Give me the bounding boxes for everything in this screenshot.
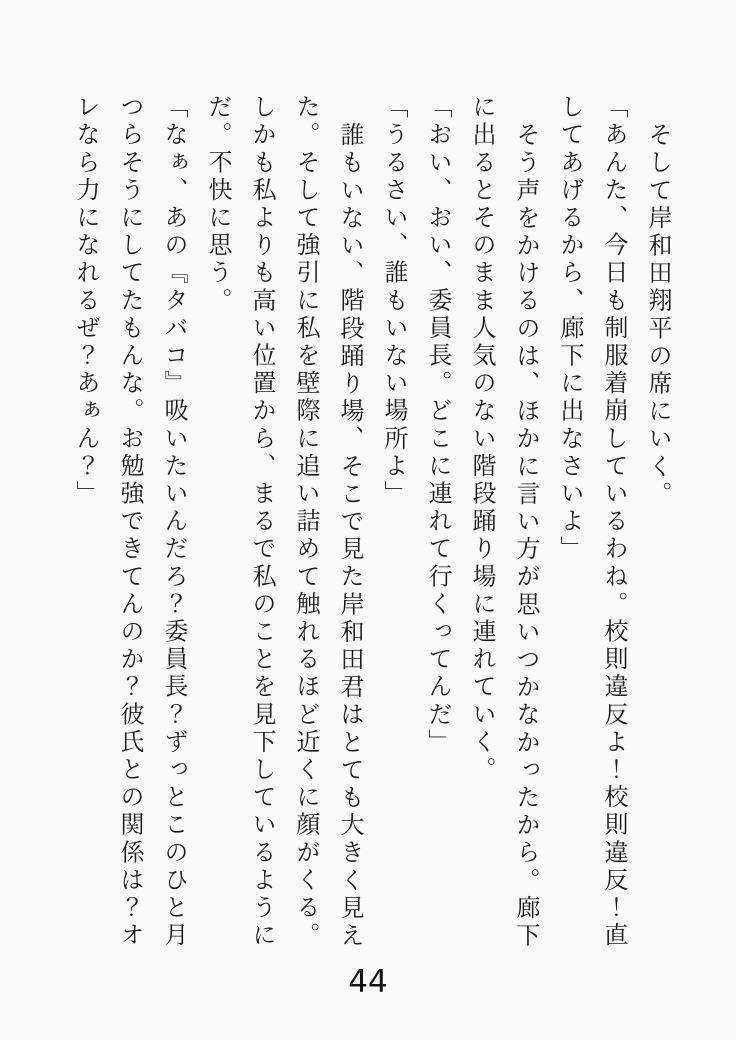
text-column: しかも私よりも高い位置から、まるで私のことを見下しているように bbox=[248, 94, 276, 950]
novel-text-block bbox=[62, 94, 680, 950]
text-column: た。そして強引に私を壁際に追い詰めて触れるほど近くに顔がくる。 bbox=[292, 94, 320, 950]
page-footer bbox=[0, 964, 736, 1000]
text-column: に出るとそのまま人気のない階段踊り場に連れていく。 bbox=[468, 94, 496, 784]
text-column: してあげるから、廊下に出なさいよ」 bbox=[556, 94, 584, 564]
text-column: レなら力になれるぜ？あぁん？」 bbox=[72, 94, 100, 508]
text-column: だ。不快に思う。 bbox=[204, 94, 232, 315]
text-column: 「おい、おい、委員長。どこに連れて行くってんだ」 bbox=[424, 94, 452, 757]
text-column: 「うるさい、誰もいない場所よ」 bbox=[380, 94, 408, 508]
text-column: つらそうにしてたもんな。お勉強できてんのか？彼氏との関係は？オ bbox=[116, 94, 144, 950]
text-column: 「あんた、今日も制服着崩しているわね。校則違反よ！校則違反！直 bbox=[600, 94, 628, 950]
text-column: 「なぁ、あの『タバコ』吸いたいんだろ？委員長？ずっとこのひと月 bbox=[160, 94, 188, 950]
text-column: そして岸和田翔平の席にいく。 bbox=[644, 121, 672, 508]
text-column: 誰もいない、階段踊り場、そこで見た岸和田君はとても大きく見え bbox=[336, 121, 364, 950]
page-number: 44 bbox=[348, 964, 388, 1000]
text-column: そう声をかけるのは、ほかに言い方が思いつかなかったから。廊下 bbox=[512, 121, 540, 950]
